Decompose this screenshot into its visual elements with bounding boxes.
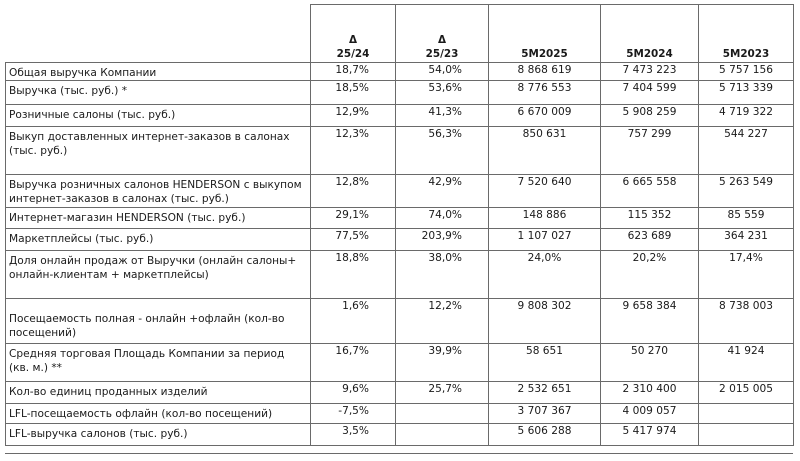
value-2023-cell: 85 559 <box>699 208 794 229</box>
value-2024-cell: 9 658 384 <box>601 299 699 344</box>
row-label: Интернет-магазин HENDERSON (тыс. руб.) <box>6 208 311 229</box>
value-2025-cell: 5 606 288 <box>489 424 601 446</box>
value-2024-cell: 7 404 599 <box>601 81 699 105</box>
cropped-footnote-edge <box>0 453 800 461</box>
value-2024-cell: 5 908 259 <box>601 105 699 127</box>
delta-25-23-cell: 54,0% <box>396 63 489 81</box>
table-row <box>6 344 794 382</box>
value-2023-cell: 364 231 <box>699 229 794 251</box>
header-delta-25-24: Δ 25/24 <box>311 5 396 63</box>
delta-25-23-cell: 41,3% <box>396 105 489 127</box>
value-2024-cell: 7 473 223 <box>601 63 699 81</box>
value-2023-cell: 17,4% <box>699 251 794 299</box>
delta-25-23-cell: 56,3% <box>396 127 489 175</box>
delta-25-24-cell: 77,5% <box>311 229 396 251</box>
value-2024-cell: 4 009 057 <box>601 404 699 424</box>
table-row <box>6 208 794 229</box>
delta-25-24-cell: 18,5% <box>311 81 396 105</box>
value-2025-cell: 8 868 619 <box>489 63 601 81</box>
delta-25-23-cell: 53,6% <box>396 81 489 105</box>
row-label: Маркетплейсы (тыс. руб.) <box>6 229 311 251</box>
header-5m2025: 5M2025 <box>489 5 601 63</box>
table-row <box>6 229 794 251</box>
value-2023-cell: 8 738 003 <box>699 299 794 344</box>
table-row <box>6 251 794 299</box>
value-2024-cell: 115 352 <box>601 208 699 229</box>
row-label: Розничные салоны (тыс. руб.) <box>6 105 311 127</box>
value-2023-cell: 5 263 549 <box>699 175 794 208</box>
row-label: LFL-выручка салонов (тыс. руб.) <box>6 424 311 446</box>
header-row <box>6 5 794 63</box>
delta-25-24-cell: -7,5% <box>311 404 396 424</box>
value-2023-cell: 41 924 <box>699 344 794 382</box>
header-5m2024: 5M2024 <box>601 5 699 63</box>
value-2023-cell: 5 713 339 <box>699 81 794 105</box>
delta-25-23-cell: 12,2% <box>396 299 489 344</box>
row-label: LFL-посещаемость офлайн (кол-во посещений) <box>6 404 311 424</box>
value-2023-cell: 5 757 156 <box>699 63 794 81</box>
value-2025-cell: 24,0% <box>489 251 601 299</box>
financial-table <box>5 4 794 446</box>
value-2024-cell: 20,2% <box>601 251 699 299</box>
table-row <box>6 382 794 404</box>
delta-25-23-cell: 25,7% <box>396 382 489 404</box>
table-row <box>6 105 794 127</box>
value-2025-cell: 8 776 553 <box>489 81 601 105</box>
delta-25-24-cell: 12,3% <box>311 127 396 175</box>
table-row <box>6 127 794 175</box>
table-row <box>6 175 794 208</box>
value-2023-cell <box>699 424 794 446</box>
delta-25-24-cell: 3,5% <box>311 424 396 446</box>
delta-25-24-cell: 1,6% <box>311 299 396 344</box>
value-2025-cell: 3 707 367 <box>489 404 601 424</box>
delta-25-23-cell: 74,0% <box>396 208 489 229</box>
delta-25-23-cell <box>396 404 489 424</box>
value-2023-cell: 2 015 005 <box>699 382 794 404</box>
delta-25-24-cell: 16,7% <box>311 344 396 382</box>
value-2023-cell <box>699 404 794 424</box>
row-label: Выручка розничных салонов HENDERSON с выкупом интернет-заказов в салонах (тыс. руб.) <box>6 175 311 208</box>
delta-25-24-cell: 9,6% <box>311 382 396 404</box>
row-label: Средняя торговая Площадь Компании за период (кв. м.) ** <box>6 344 311 382</box>
delta-25-23-cell: 39,9% <box>396 344 489 382</box>
value-2024-cell: 623 689 <box>601 229 699 251</box>
delta-25-24-cell: 18,8% <box>311 251 396 299</box>
row-label: Общая выручка Компании <box>6 63 311 81</box>
value-2024-cell: 2 310 400 <box>601 382 699 404</box>
table-row <box>6 299 794 344</box>
row-label: Посещаемость полная - онлайн +офлайн (кол-во посещений) <box>6 299 311 344</box>
row-label: Доля онлайн продаж от Выручки (онлайн салоны+ онлайн-клиентам + маркетплейсы) <box>6 251 311 299</box>
delta-25-23-cell: 38,0% <box>396 251 489 299</box>
value-2023-cell: 4 719 322 <box>699 105 794 127</box>
value-2025-cell: 58 651 <box>489 344 601 382</box>
table-row <box>6 424 794 446</box>
value-2025-cell: 9 808 302 <box>489 299 601 344</box>
header-blank-cell <box>6 5 311 63</box>
value-2025-cell: 7 520 640 <box>489 175 601 208</box>
value-2024-cell: 757 299 <box>601 127 699 175</box>
value-2025-cell: 2 532 651 <box>489 382 601 404</box>
table-row <box>6 63 794 81</box>
value-2025-cell: 6 670 009 <box>489 105 601 127</box>
value-2023-cell: 544 227 <box>699 127 794 175</box>
header-5m2023: 5M2023 <box>699 5 794 63</box>
delta-25-23-cell: 203,9% <box>396 229 489 251</box>
row-label: Кол-во единиц проданных изделий <box>6 382 311 404</box>
row-label: Выручка (тыс. руб.) * <box>6 81 311 105</box>
table-row <box>6 404 794 424</box>
value-2024-cell: 50 270 <box>601 344 699 382</box>
table-row <box>6 81 794 105</box>
delta-25-24-cell: 12,8% <box>311 175 396 208</box>
delta-25-24-cell: 18,7% <box>311 63 396 81</box>
header-delta-25-23: Δ 25/23 <box>396 5 489 63</box>
delta-25-23-cell: 42,9% <box>396 175 489 208</box>
value-2025-cell: 1 107 027 <box>489 229 601 251</box>
value-2025-cell: 148 886 <box>489 208 601 229</box>
row-label: Выкуп доставленных интернет-заказов в салонах (тыс. руб.) <box>6 127 311 175</box>
delta-25-24-cell: 29,1% <box>311 208 396 229</box>
delta-25-23-cell <box>396 424 489 446</box>
value-2024-cell: 6 665 558 <box>601 175 699 208</box>
delta-25-24-cell: 12,9% <box>311 105 396 127</box>
value-2024-cell: 5 417 974 <box>601 424 699 446</box>
value-2025-cell: 850 631 <box>489 127 601 175</box>
